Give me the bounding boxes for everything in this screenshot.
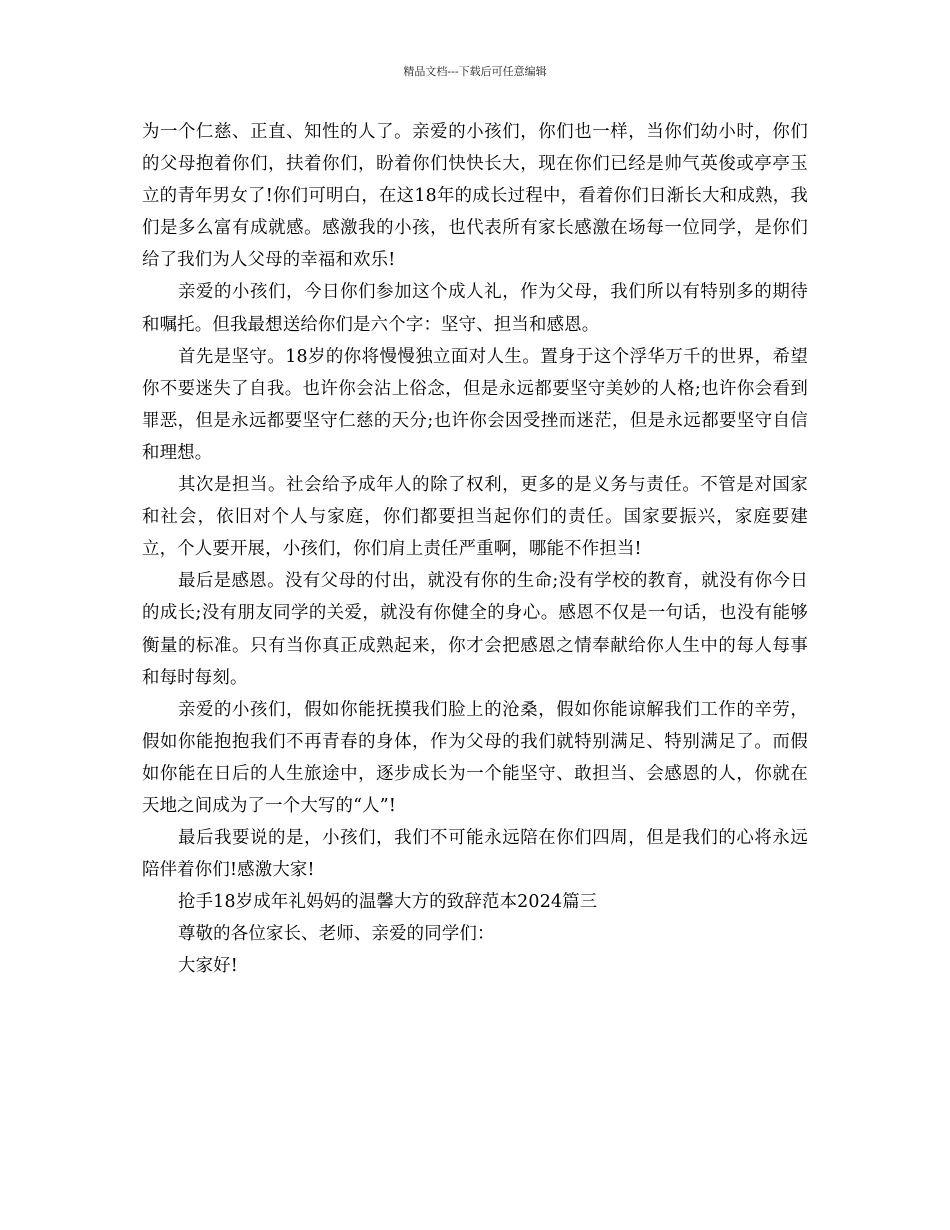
greeting: 大家好! [178,956,238,977]
section-title: 抢手18岁成年礼妈妈的温馨大方的致辞范本2024篇三 [178,892,598,913]
paragraph: 其次是担当。社会给予成年人的除了权利，更多的是义务与责任。不管是对国家和社会，依旧对个人与家庭，你们都要担当起你们的责任。国家要振兴，家庭要建立，个人要开展，小孩们，你们肩上责任严重啊，哪能不作担当! [142,475,808,560]
paragraph: 最后我要说的是，小孩们，我们不可能永远陪在你们四周，但是我们的心将永远陪伴着你们!感激大家! [142,828,808,881]
paragraph: 最后是感恩。没有父母的付出，就没有你的生命;没有学校的教育，就没有你今日的成长;没有朋友同学的关爱，就没有你健全的身心。感恩不仅是一句话，也没有能够衡量的标准。只有当你真正成熟起来，你才会把感恩之情奉献给你人生中的每人每事和每时每刻。 [142,571,808,688]
document-body [142,116,808,983]
paragraph: 亲爱的小孩们，假如你能抚摸我们脸上的沧桑，假如你能谅解我们工作的辛劳，假如你能抱抱我们不再青春的身体，作为父母的我们就特别满足、特别满足了。而假如你能在日后的人生旅途中，逐步成长为一个能坚守、敢担当、会感恩的人，你就在天地之间成为了一个大写的“人”! [142,699,808,816]
paragraph: 为一个仁慈、正直、知性的人了。亲爱的小孩们，你们也一样，当你们幼小时，你们的父母抱着你们，扶着你们，盼着你们快快长大，现在你们已经是帅气英俊或亭亭玉立的青年男女了!你们可明白，在这18年的成长过程中，看着你们日渐长大和成熟，我们是多么富有成就感。感激我的小孩，也代表所有家长感激在场每一位同学，是你们给了我们为人父母的幸福和欢乐! [142,122,808,271]
salutation: 尊敬的各位家长、老师、亲爱的同学们： [178,924,495,945]
paragraph: 首先是坚守。18岁的你将慢慢独立面对人生。置身于这个浮华万千的世界，希望你不要迷失了自我。也许你会沾上俗念，但是永远都要坚守美妙的人格;也许你会看到罪恶，但是永远都要坚守仁慈的天分;也许你会因受挫而迷茫，但是永远都要坚守自信和理想。 [142,346,808,463]
page-header: 精品文档---下载后可任意编辑 [403,65,547,78]
paragraph: 亲爱的小孩们，今日你们参加这个成人礼，作为父母，我们所以有特别多的期待和嘱托。但我最想送给你们是六个字：坚守、担当和感恩。 [142,282,808,335]
